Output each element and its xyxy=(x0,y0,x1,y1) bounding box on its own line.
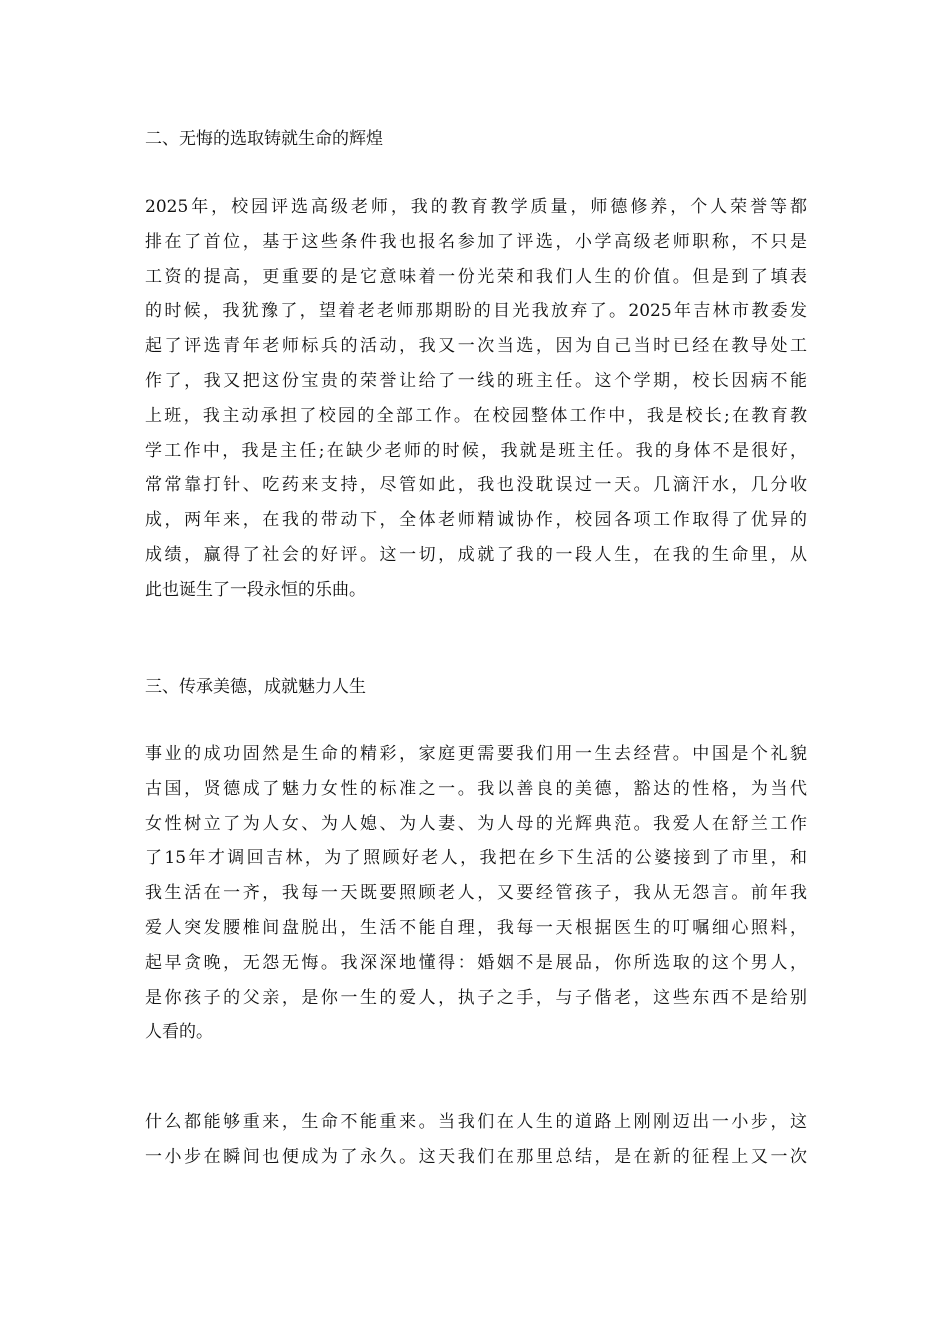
paragraph-line: 成，两年来，在我的带动下，全体老师精诚协作，校园各项工作取得了优异的 xyxy=(145,510,807,531)
paragraph-line: 常常靠打针、吃药来支持，尽管如此，我也没耽误过一天。几滴汗水，几分收 xyxy=(145,475,807,496)
paragraph-line: 事业的成功固然是生命的精彩，家庭更需要我们用一生去经营。中国是个礼貌 xyxy=(145,744,807,764)
paragraph-line: 学工作中，我是主任;在缺少老师的时候，我就是班主任。我的身体不是很好， xyxy=(145,440,807,461)
paragraph-line: 此也诞生了一段永恒的乐曲。 xyxy=(145,579,366,600)
closing-paragraph xyxy=(145,1105,807,1175)
paragraph-line: 人看的。 xyxy=(145,1022,213,1043)
paragraph-line: 起早贪晚，无怨无悔。我深深地懂得：婚姻不是展品，你所选取的这个男人， xyxy=(145,952,807,973)
paragraph-line: 的时候，我犹豫了，望着老老师那期盼的目光我放弃了。2025年吉林市教委发 xyxy=(145,301,807,322)
paragraph-line: 什么都能够重来，生命不能重来。当我们在人生的道路上刚刚迈出一小步，这 xyxy=(145,1112,807,1132)
paragraph-line: 爱人突发腰椎间盘脱出，生活不能自理，我每一天根据医生的叮嘱细心照料， xyxy=(145,917,807,938)
paragraph-line: 女性树立了为人女、为人媳、为人妻、为人母的光辉典范。我爱人在舒兰工作 xyxy=(145,813,807,834)
paragraph-line: 2025年，校园评选高级老师，我的教育教学质量，师德修养，个人荣誉等都 xyxy=(145,197,807,217)
paragraph-line: 古国，贤德成了魅力女性的标准之一。我以善良的美德，豁达的性格，为当代 xyxy=(145,778,807,799)
section-two-paragraph xyxy=(145,190,807,608)
section-three-heading: 三、传承美德，成就魅力人生 xyxy=(145,677,366,697)
paragraph-line: 作了，我又把这份宝贵的荣誉让给了一线的班主任。这个学期，校长因病不能 xyxy=(145,370,807,391)
paragraph-line: 一小步在瞬间也便成为了永久。这天我们在那里总结，是在新的征程上又一次 xyxy=(145,1146,807,1167)
paragraph-line: 了15年才调回吉林，为了照顾好老人，我把在乡下生活的公婆接到了市里，和 xyxy=(145,848,807,869)
section-three-paragraph xyxy=(145,737,807,1050)
paragraph-line: 上班，我主动承担了校园的全部工作。在校园整体工作中，我是校长;在教育教 xyxy=(145,405,807,426)
paragraph-line: 我生活在一齐，我每一天既要照顾老人，又要经管孩子，我从无怨言。前年我 xyxy=(145,883,807,904)
paragraph-line: 排在了首位，基于这些条件我也报名参加了评选，小学高级老师职称，不只是 xyxy=(145,231,807,252)
section-two-heading: 二、无悔的选取铸就生命的辉煌 xyxy=(145,129,383,149)
paragraph-line: 是你孩子的父亲，是你一生的爱人，执子之手，与子偕老，这些东西不是给别 xyxy=(145,987,807,1008)
paragraph-line: 工资的提高，更重要的是它意味着一份光荣和我们人生的价值。但是到了填表 xyxy=(145,266,807,287)
paragraph-line: 起了评选青年老师标兵的活动，我又一次当选，因为自己当时已经在教导处工 xyxy=(145,336,807,357)
paragraph-line: 成绩，赢得了社会的好评。这一切，成就了我的一段人生，在我的生命里，从 xyxy=(145,544,807,565)
